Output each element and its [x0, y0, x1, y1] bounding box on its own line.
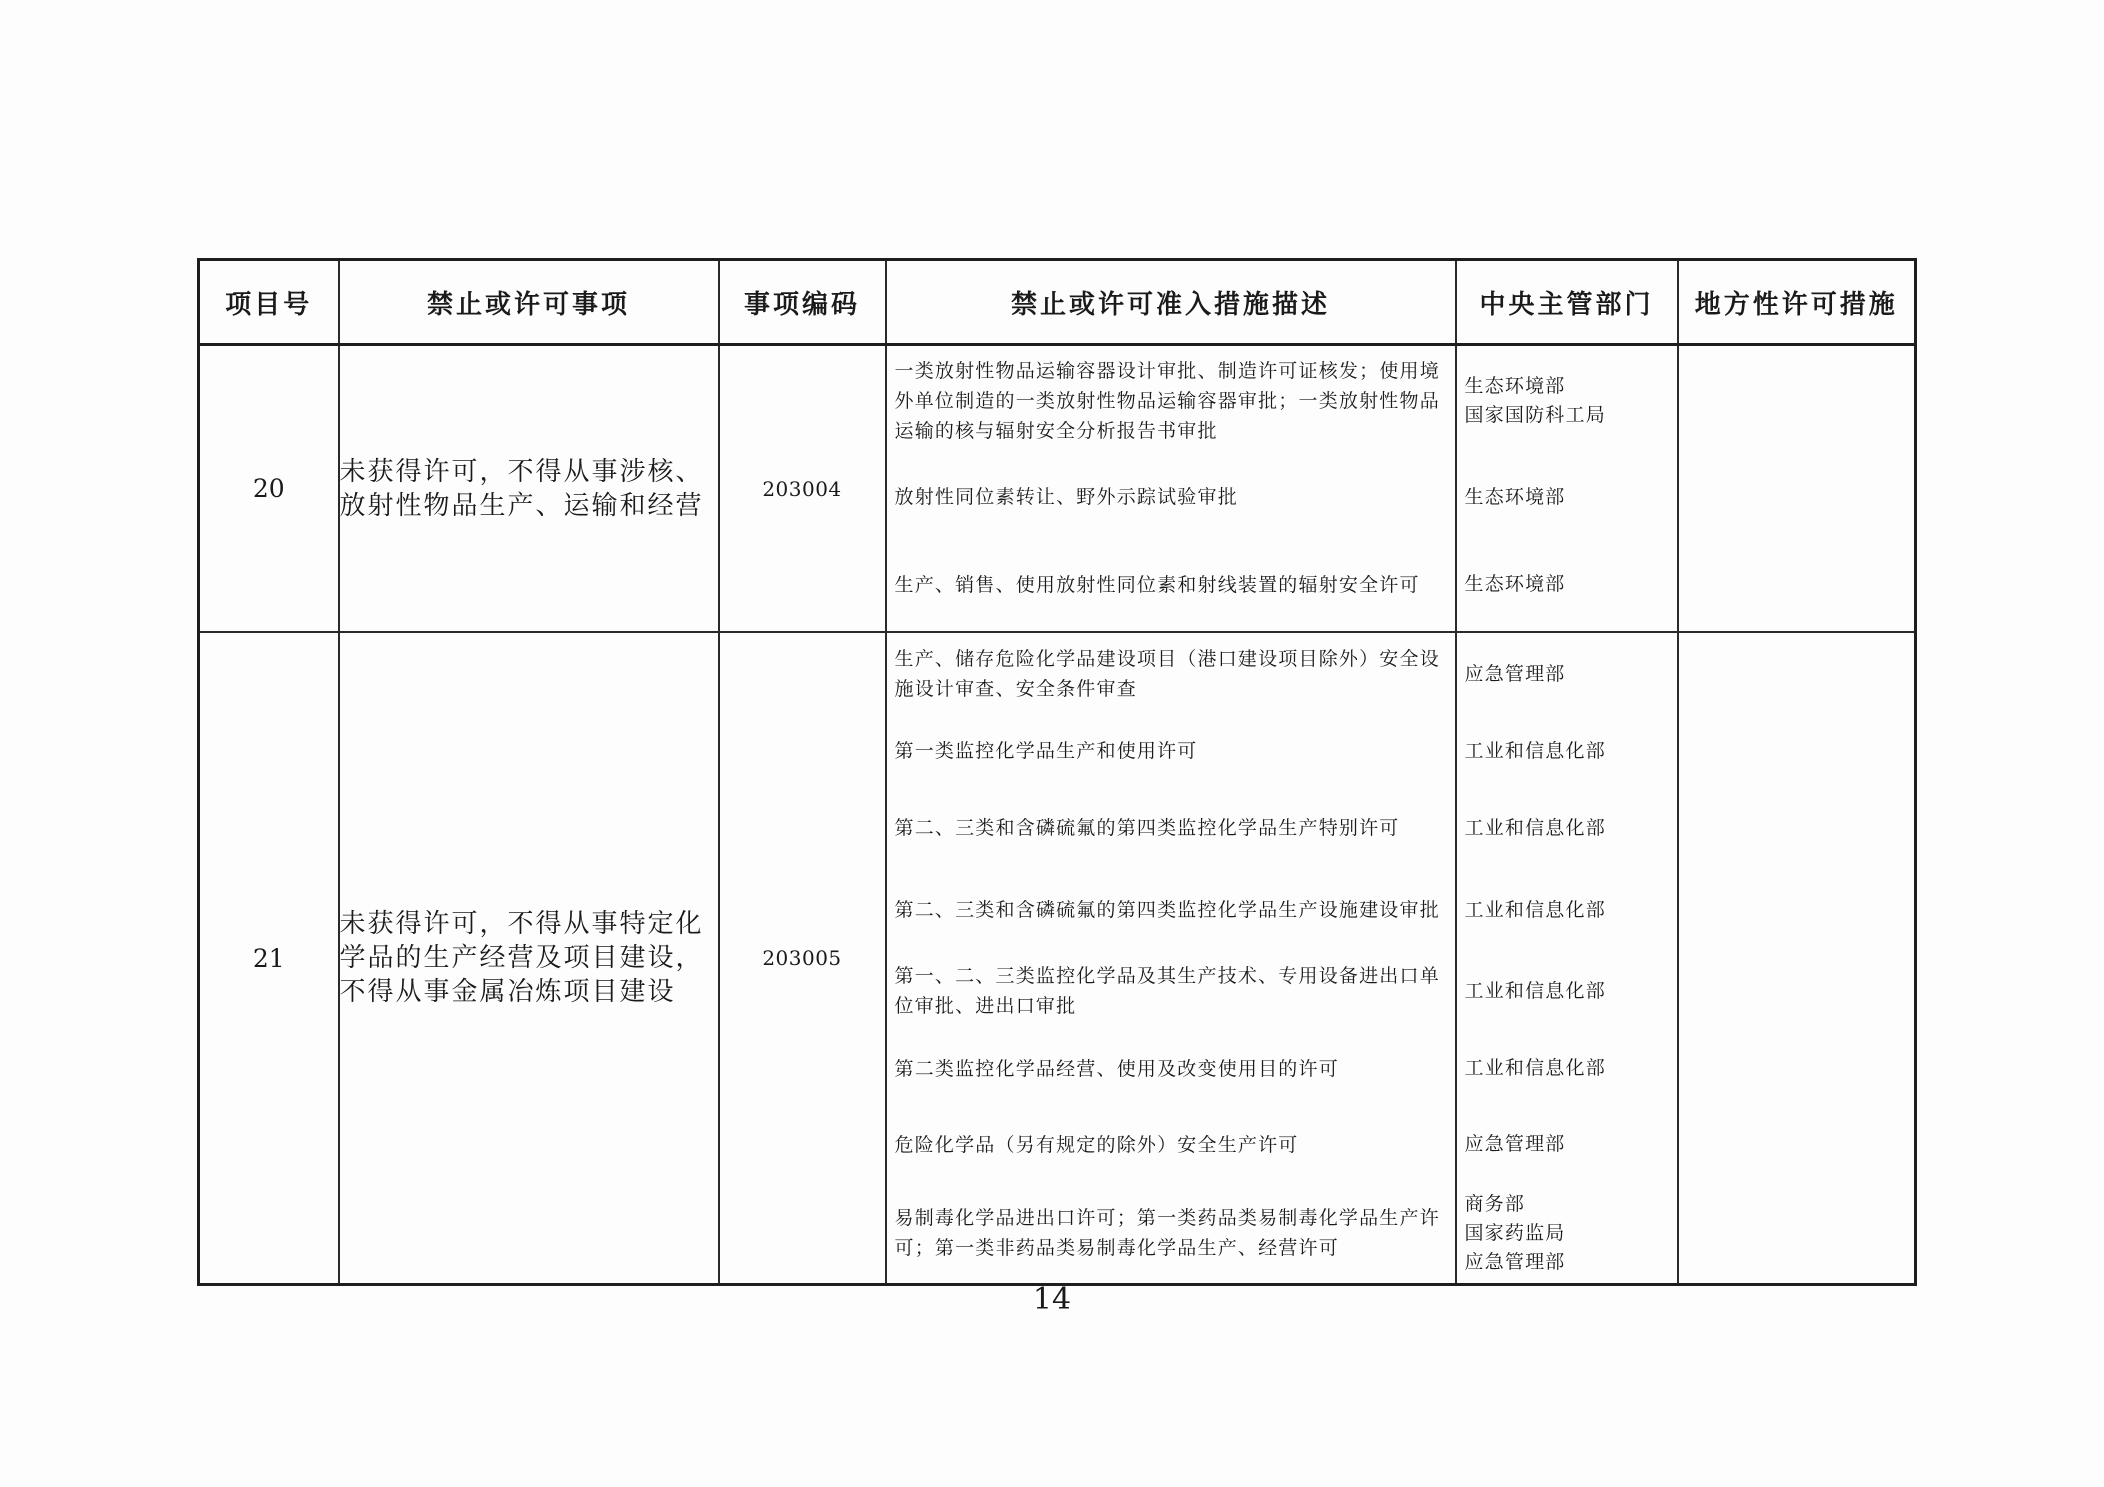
measure-item: [887, 538, 1455, 631]
measure-desc: 第一类监控化学品生产和使用许可: [894, 740, 1198, 762]
dept-item: [1457, 787, 1677, 869]
item-number: 21: [199, 632, 339, 1285]
dept-item: [1457, 538, 1677, 631]
dept-name: 生态环境部: [1464, 573, 1566, 595]
measure-desc: 生产、销售、使用放射性同位素和射线装置的辐射安全许可: [894, 573, 1420, 596]
header-item: 禁止或许可事项: [339, 260, 719, 345]
header-code: 事项编码: [719, 260, 886, 345]
header-item-number: 项目号: [199, 260, 339, 345]
measure-desc: 一类放射性物品运输容器设计审批、制造许可证核发；使用境外单位制造的一类放射性物品运输容器审批；一类放射性物品运输的核与辐射安全分析报告书审批: [894, 360, 1440, 442]
page-number: 14: [1032, 1282, 1072, 1317]
item-code: 203005: [719, 632, 886, 1285]
measure-item: [887, 715, 1455, 787]
header-local-measures: 地方性许可措施: [1678, 260, 1916, 345]
measure-descriptions: [886, 345, 1456, 633]
dept-name: 生态环境部: [1464, 485, 1566, 508]
measure-item: [887, 869, 1455, 951]
measure-item: [887, 633, 1455, 715]
measure-desc: 第二类监控化学品经营、使用及改变使用目的许可: [894, 1057, 1339, 1080]
measure-desc: 第二、三类和含磷硫氟的第四类监控化学品生产特别许可: [894, 817, 1400, 839]
central-departments: [1456, 345, 1678, 633]
measure-descriptions: [886, 632, 1456, 1285]
header-row: [199, 260, 1916, 345]
measure-item: [887, 1031, 1455, 1106]
dept-name: 商务部: [1464, 1192, 1526, 1215]
dept-item: [1457, 1106, 1677, 1183]
item-code: 203004: [719, 345, 886, 633]
market-access-table: [197, 258, 1917, 1286]
measure-item: [887, 456, 1455, 538]
table-row: [199, 632, 1916, 1285]
dept-item: [1457, 1183, 1677, 1283]
item-title: 未获得许可，不得从事涉核、放射性物品生产、运输和经营: [339, 345, 719, 633]
local-measures: [1678, 632, 1916, 1285]
measure-item: [887, 1183, 1455, 1283]
dept-name: 生态环境部: [1464, 375, 1566, 397]
dept-name: 工业和信息化部: [1464, 739, 1606, 762]
local-measures: [1678, 345, 1916, 633]
item-title: 未获得许可，不得从事特定化学品的生产经营及项目建设，不得从事金属冶炼项目建设: [339, 632, 719, 1285]
measure-desc: 危险化学品（另有规定的除外）安全生产许可: [894, 1133, 1299, 1156]
central-departments: [1456, 632, 1678, 1285]
header-description: 禁止或许可准入措施描述: [886, 260, 1456, 345]
measure-desc: 生产、储存危险化学品建设项目（港口建设项目除外）安全设施设计审查、安全条件审查: [894, 648, 1440, 700]
dept-name: 工业和信息化部: [1464, 979, 1606, 1002]
dept-name: 国家国防科工局: [1464, 404, 1606, 426]
dept-item: [1457, 633, 1677, 715]
dept-name: 工业和信息化部: [1464, 898, 1606, 921]
dept-item: [1457, 346, 1677, 456]
measure-item: [887, 951, 1455, 1031]
dept-name: 工业和信息化部: [1464, 816, 1606, 839]
table-row: [199, 345, 1916, 633]
dept-item: [1457, 715, 1677, 787]
dept-item: [1457, 951, 1677, 1031]
measure-desc: 第一、二、三类监控化学品及其生产技术、专用设备进出口单位审批、进出口审批: [894, 965, 1440, 1017]
measure-item: [887, 1106, 1455, 1183]
dept-name: 应急管理部: [1464, 1250, 1566, 1273]
dept-item: [1457, 456, 1677, 538]
item-number: 20: [199, 345, 339, 633]
dept-item: [1457, 869, 1677, 951]
measure-desc: 第二、三类和含磷硫氟的第四类监控化学品生产设施建设审批: [894, 899, 1440, 921]
measure-item: [887, 787, 1455, 869]
dept-name: 国家药监局: [1464, 1221, 1566, 1244]
dept-name: 应急管理部: [1464, 662, 1566, 685]
measure-desc: 易制毒化学品进出口许可；第一类药品类易制毒化学品生产许可；第一类非药品类易制毒化学品生产、经营许可: [894, 1207, 1440, 1259]
measure-desc: 放射性同位素转让、野外示踪试验审批: [894, 486, 1238, 508]
header-central-dept: 中央主管部门: [1456, 260, 1678, 345]
measure-item: [887, 346, 1455, 456]
dept-item: [1457, 1031, 1677, 1106]
dept-name: 应急管理部: [1464, 1133, 1566, 1155]
dept-name: 工业和信息化部: [1464, 1057, 1606, 1079]
